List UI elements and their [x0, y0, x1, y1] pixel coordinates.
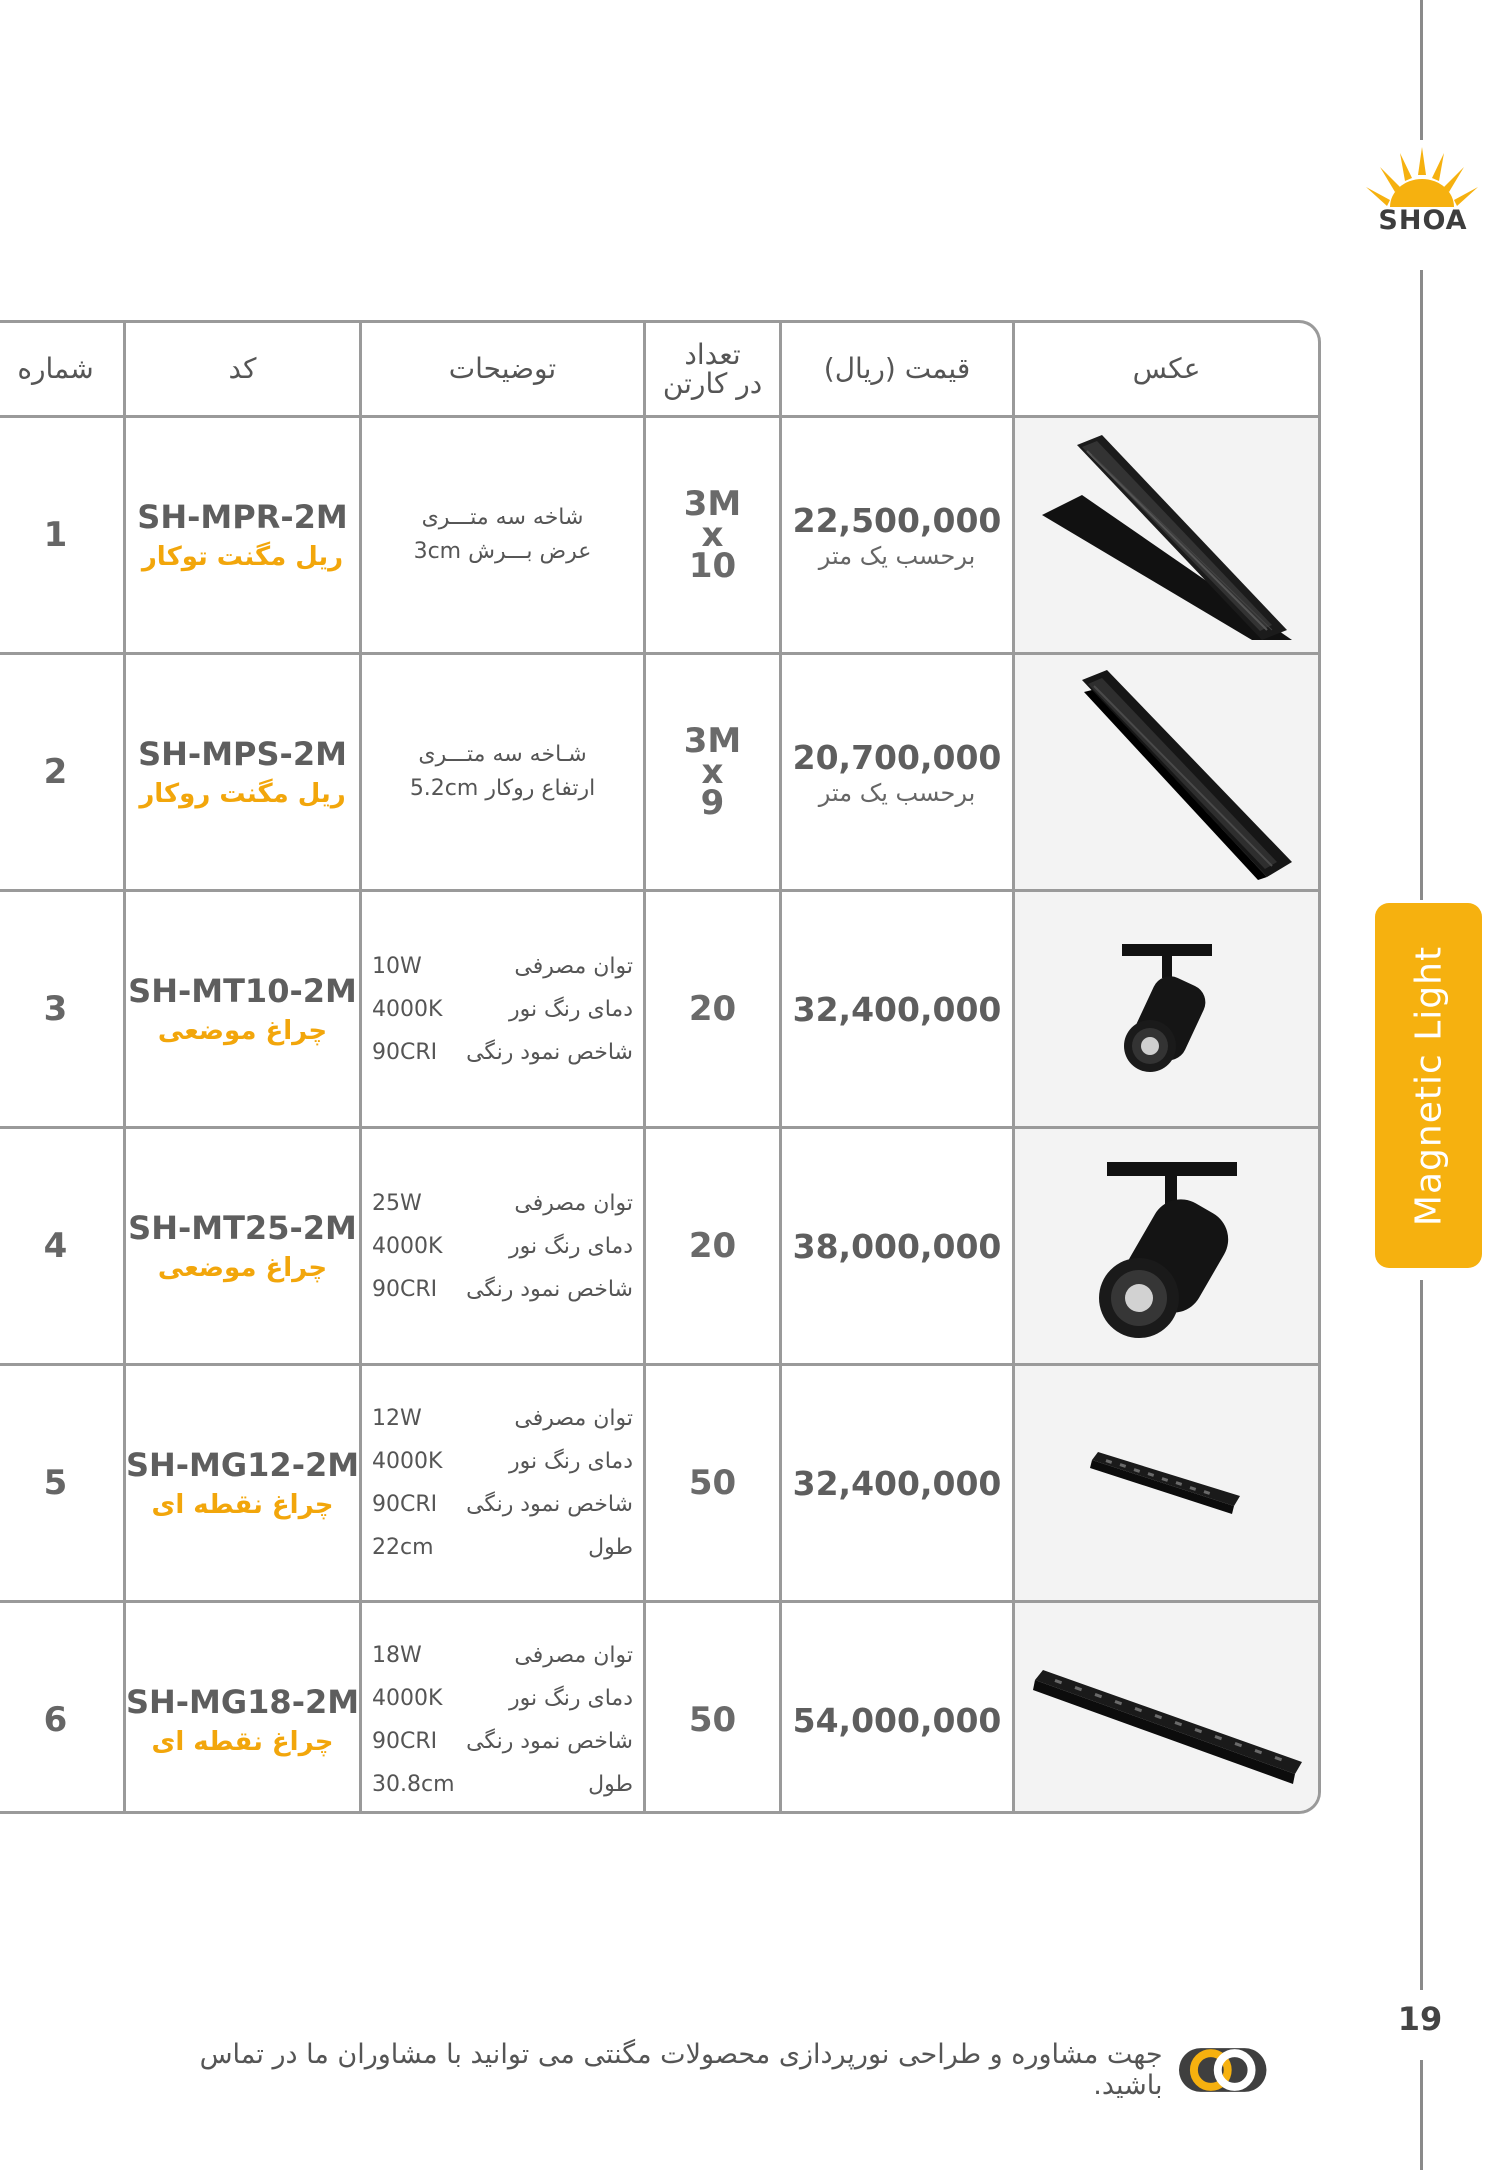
- track-spot-large-icon: [1067, 1146, 1267, 1346]
- price-table: [0, 320, 1321, 1814]
- spec-value: 30.8cm: [372, 1772, 455, 1797]
- row-code-cell: [126, 892, 362, 1126]
- spec-label: دمای رنگ نور: [508, 1233, 633, 1259]
- surface-rail-icon: [1022, 662, 1312, 882]
- qty-times: x: [701, 514, 724, 555]
- row-specs: [362, 1603, 646, 1814]
- qty-count: 9: [700, 782, 725, 823]
- brand-name: SHOA: [1378, 205, 1468, 236]
- product-name: چراغ موضعی: [157, 1253, 328, 1283]
- spec-line: [372, 1634, 633, 1677]
- price-note: برحسب یک متر: [818, 778, 976, 807]
- header-price: قیمت (ریال): [782, 323, 1015, 415]
- spec-line: [372, 1182, 633, 1225]
- price-value: 22,500,000: [792, 500, 1002, 540]
- header-num: شماره: [0, 323, 126, 415]
- spec-line: [372, 1397, 633, 1440]
- table-row: [0, 418, 1318, 655]
- spec-label: دمای رنگ نور: [508, 1686, 633, 1711]
- footer-note: [128, 2040, 1268, 2100]
- row-specs: [362, 1366, 646, 1600]
- row-code-cell: [126, 1603, 362, 1814]
- row-price: 32,400,000: [782, 892, 1015, 1126]
- spec-label: شاخص نمود رنگی: [466, 1039, 633, 1065]
- spec-label: دمای رنگ نور: [508, 996, 633, 1022]
- qty-times: x: [701, 751, 724, 792]
- product-code: SH-MG12-2M: [125, 1446, 360, 1484]
- spec-value: 90CRI: [372, 1492, 438, 1517]
- row-price: [782, 655, 1015, 889]
- spec-label: توان مصرفی: [514, 1190, 633, 1216]
- spec-label: طول: [588, 1772, 633, 1797]
- row-qty: 20: [646, 1129, 782, 1363]
- price-note: برحسب یک متر: [818, 541, 976, 570]
- spec-line: [372, 1225, 633, 1268]
- row-qty: 20: [646, 892, 782, 1126]
- product-code: SH-MPR-2M: [137, 498, 348, 536]
- spec-label: توان مصرفی: [514, 1406, 633, 1431]
- row-num: 6: [0, 1603, 126, 1814]
- spec-line: [372, 988, 633, 1031]
- product-image-grille-short: [1015, 1366, 1318, 1600]
- row-num: 2: [0, 655, 126, 889]
- table-row: [0, 655, 1318, 892]
- spec-value: 18W: [372, 1643, 422, 1668]
- recessed-rail-icon: [1022, 425, 1312, 645]
- spec-line: [372, 1677, 633, 1720]
- footer-text: جهت مشاوره و طراحی نورپردازی محصولات مگنتی می توانید با مشاوران ما در تماس باشید.: [199, 2039, 1163, 2101]
- grille-short-icon: [1082, 1438, 1252, 1528]
- row-code-cell: [126, 1366, 362, 1600]
- spec-line: [372, 1268, 633, 1311]
- row-num: 4: [0, 1129, 126, 1363]
- spec-label: طول: [588, 1535, 633, 1560]
- header-image: عکس: [1132, 352, 1201, 386]
- row-price: [782, 418, 1015, 652]
- header-desc: توضیحات: [362, 323, 646, 415]
- header-qty-line2: در کارتن: [662, 367, 763, 400]
- desc-line: ارتفاع روکار 5.2cm: [409, 776, 596, 801]
- desc-line: شـاخه سه متـــری: [418, 742, 587, 767]
- row-qty: 50: [646, 1366, 782, 1600]
- table-row: [0, 1603, 1318, 1814]
- product-name: ریل مگنت روکار: [139, 779, 346, 809]
- row-code-cell: [126, 418, 362, 652]
- spec-value: 4000K: [372, 1233, 443, 1259]
- page-number: 19: [1397, 2000, 1443, 2038]
- spec-label: شاخص نمود رنگی: [466, 1729, 633, 1754]
- grille-long-icon: [1027, 1650, 1307, 1790]
- header-qty: [646, 323, 782, 415]
- table-row: [0, 892, 1318, 1129]
- qty-count: 10: [688, 545, 737, 586]
- row-qty: [646, 418, 782, 652]
- row-num: 3: [0, 892, 126, 1126]
- spec-line: [372, 1763, 633, 1806]
- row-desc: [362, 655, 646, 889]
- row-specs: [362, 1129, 646, 1363]
- track-spot-small-icon: [1092, 934, 1242, 1084]
- section-tab-label: Magnetic Light: [1408, 945, 1449, 1226]
- row-code-cell: [126, 655, 362, 889]
- spec-line: [372, 1031, 633, 1074]
- row-price: 32,400,000: [782, 1366, 1015, 1600]
- spec-value: 12W: [372, 1406, 422, 1431]
- header-code: کد: [126, 323, 362, 415]
- spec-label: شاخص نمود رنگی: [466, 1492, 633, 1517]
- spec-line: [372, 1483, 633, 1526]
- row-price: 38,000,000: [782, 1129, 1015, 1363]
- spec-value: 4000K: [372, 1449, 443, 1474]
- section-tab: [1375, 903, 1482, 1268]
- product-image-track-spot-small: [1015, 892, 1318, 1126]
- desc-line: عرض بـــرش 3cm: [413, 539, 592, 564]
- spec-value: 90CRI: [372, 1039, 438, 1065]
- table-header: [0, 323, 1318, 418]
- spec-label: دمای رنگ نور: [508, 1449, 633, 1474]
- product-code: SH-MT10-2M: [128, 972, 357, 1010]
- spec-line: [372, 1526, 633, 1569]
- spec-value: 4000K: [372, 996, 443, 1022]
- row-specs: [362, 892, 646, 1126]
- row-qty: [646, 655, 782, 889]
- spec-label: توان مصرفی: [514, 1643, 633, 1668]
- header-qty-line1: تعداد: [684, 337, 741, 371]
- spec-value: 90CRI: [372, 1276, 438, 1302]
- product-name: چراغ موضعی: [157, 1016, 328, 1046]
- product-name: چراغ نقطه ای: [151, 1490, 334, 1520]
- product-image-track-spot-large: [1015, 1129, 1318, 1363]
- row-num: 5: [0, 1366, 126, 1600]
- product-code: SH-MT25-2M: [128, 1209, 357, 1247]
- table-row: [0, 1129, 1318, 1366]
- row-desc: [362, 418, 646, 652]
- spec-label: توان مصرفی: [514, 953, 633, 979]
- qty-length: 3M: [683, 483, 742, 524]
- spec-value: 22cm: [372, 1535, 434, 1560]
- row-qty: 50: [646, 1603, 782, 1814]
- spec-value: 10W: [372, 953, 422, 979]
- spec-value: 90CRI: [372, 1729, 438, 1754]
- spec-line: [372, 1720, 633, 1763]
- spec-label: شاخص نمود رنگی: [466, 1276, 633, 1302]
- spec-value: 4000K: [372, 1686, 443, 1711]
- product-image-grille-long: [1015, 1603, 1318, 1814]
- product-name: ریل مگنت توکار: [141, 542, 344, 572]
- row-code-cell: [126, 1129, 362, 1363]
- table-row: [0, 1366, 1318, 1603]
- consult-rings-icon: [1177, 2044, 1268, 2096]
- product-image-recessed-rail: [1015, 418, 1318, 652]
- desc-line: شاخه سه متـــری: [421, 505, 584, 530]
- spec-value: 25W: [372, 1190, 422, 1216]
- spec-line: [372, 1440, 633, 1483]
- product-code: SH-MPS-2M: [138, 735, 347, 773]
- product-image-surface-rail: [1015, 655, 1318, 889]
- product-name: چراغ نقطه ای: [151, 1727, 334, 1757]
- row-price: 54,000,000: [782, 1603, 1015, 1814]
- qty-length: 3M: [683, 720, 742, 761]
- spec-line: [372, 945, 633, 988]
- price-value: 20,700,000: [792, 737, 1002, 777]
- product-code: SH-MG18-2M: [125, 1683, 360, 1721]
- row-num: 1: [0, 418, 126, 652]
